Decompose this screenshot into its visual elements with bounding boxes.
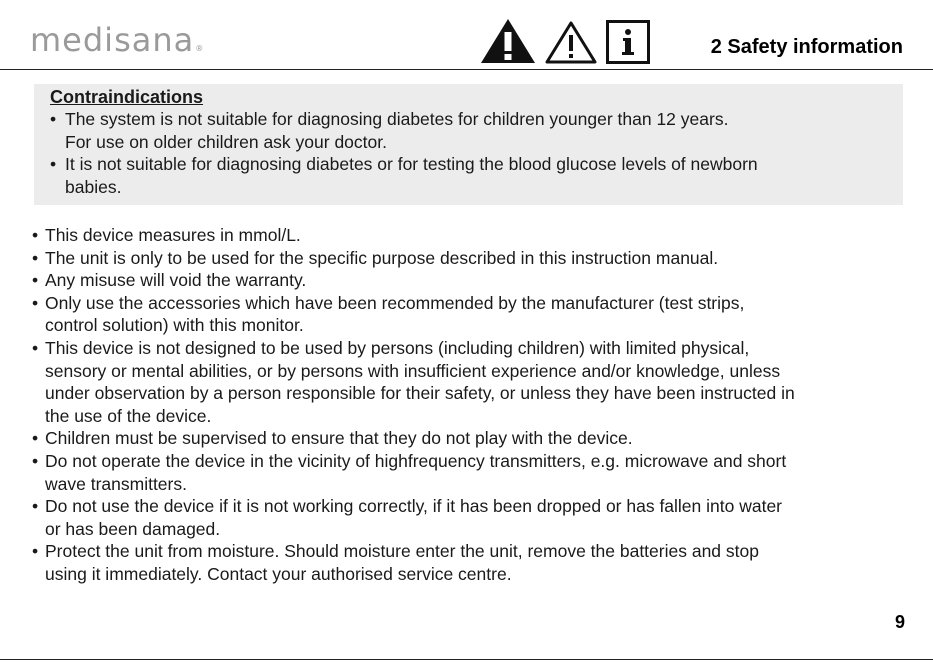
contraindications-box bbox=[34, 84, 903, 205]
list-item-line: the use of the device. bbox=[45, 405, 212, 426]
header-divider bbox=[0, 69, 933, 70]
list-item-line: This device measures in mmol/L. bbox=[45, 225, 301, 245]
bullet-mark: • bbox=[50, 109, 57, 129]
list-item-line: Any misuse will void the warranty. bbox=[45, 270, 307, 291]
list-item-line: For use on older children ask your doctor. bbox=[65, 131, 387, 152]
list-item bbox=[32, 427, 912, 450]
list-item bbox=[32, 269, 912, 292]
brand-name: medisana bbox=[30, 21, 195, 59]
list-item-line: This device is not designed to be used by persons (including children) with limited physical, bbox=[45, 337, 750, 358]
caution-warning-icon bbox=[545, 20, 597, 64]
bullet-mark: • bbox=[32, 270, 39, 291]
safety-icons bbox=[480, 18, 650, 64]
contraindications-list bbox=[50, 108, 903, 198]
bullet-mark: • bbox=[50, 154, 57, 175]
list-item bbox=[50, 153, 903, 198]
list-item-line: or has been damaged. bbox=[45, 518, 221, 539]
list-item bbox=[32, 224, 912, 247]
list-item-line: using it immediately. Contact your authorised service centre. bbox=[45, 563, 512, 584]
contraindications-heading: Contraindications bbox=[50, 87, 204, 107]
list-item-line: The system is not suitable for diagnosing diabetes for children younger than 12 years. bbox=[65, 109, 729, 129]
bullet-mark: • bbox=[32, 225, 39, 245]
bullet-mark: • bbox=[32, 247, 39, 268]
list-item bbox=[32, 247, 912, 270]
list-item-line: The unit is only to be used for the specific purpose described in this instruction manual. bbox=[45, 247, 719, 268]
bullet-mark: • bbox=[32, 337, 39, 358]
page-number: 9 bbox=[894, 612, 905, 632]
bullet-mark: • bbox=[32, 450, 39, 471]
bullet-mark: • bbox=[32, 428, 39, 449]
list-item-line: Children must be supervised to ensure that they do not play with the device. bbox=[45, 428, 633, 449]
list-item bbox=[32, 450, 912, 495]
list-item bbox=[32, 495, 912, 540]
list-item-line: Protect the unit from moisture. Should moisture enter the unit, remove the batteries and stop bbox=[45, 541, 759, 562]
list-item-line: control solution) with this monitor. bbox=[45, 315, 304, 336]
bullet-mark: • bbox=[32, 541, 39, 562]
list-item-line: under observation by a person responsible for their safety, or unless they have been instructed in bbox=[45, 383, 795, 404]
list-item-line: Do not use the device if it is not working correctly, if it has been dropped or has fallen into water bbox=[45, 496, 783, 517]
footer-divider bbox=[0, 659, 933, 660]
danger-warning-icon bbox=[480, 18, 536, 64]
safety-list bbox=[32, 224, 912, 586]
section-title: 2 Safety information bbox=[710, 36, 903, 58]
list-item-line: sensory or mental abilities, or by persons with insufficient experience and/or knowledge, unless bbox=[45, 360, 781, 381]
list-item bbox=[50, 108, 903, 153]
list-item-line: babies. bbox=[65, 176, 122, 197]
registered-mark: ® bbox=[195, 44, 205, 53]
information-icon bbox=[606, 20, 650, 64]
list-item-line: Do not operate the device in the vicinity of highfrequency transmitters, e.g. microwave and short bbox=[45, 450, 787, 471]
bullet-mark: • bbox=[32, 292, 39, 313]
list-item-line: wave transmitters. bbox=[45, 473, 187, 494]
list-item bbox=[32, 292, 912, 337]
bullet-mark: • bbox=[32, 496, 39, 517]
list-item-line: Only use the accessories which have been recommended by the manufacturer (test strips, bbox=[45, 292, 745, 313]
list-item bbox=[32, 337, 912, 427]
list-item bbox=[32, 540, 912, 585]
list-item-line: It is not suitable for diagnosing diabetes or for testing the blood glucose levels of newborn bbox=[65, 154, 758, 175]
brand-logo bbox=[30, 21, 205, 59]
